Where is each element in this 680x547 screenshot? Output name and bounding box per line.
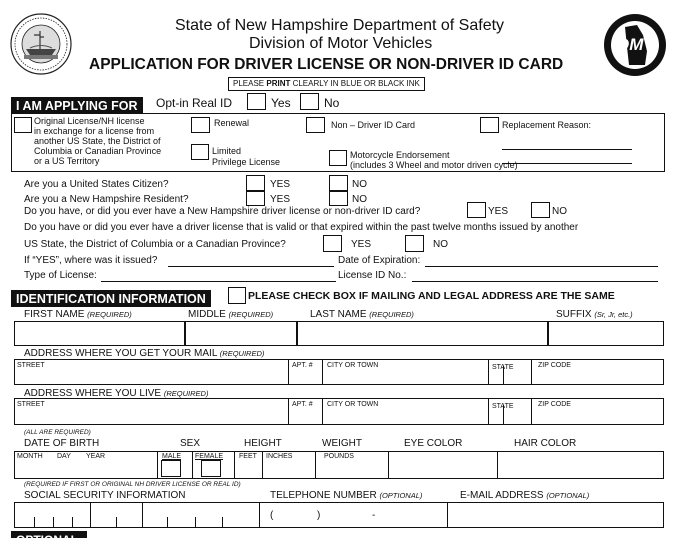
live-address-label: ADDRESS WHERE YOU LIVE (REQUIRED) [24, 388, 209, 399]
mail-address-label: ADDRESS WHERE YOU GET YOUR MAIL (REQUIRED) [24, 348, 265, 359]
mail-state-divider [488, 359, 489, 385]
motorcycle-line-2: (includes 3 Wheel and motor driven cycle) [350, 160, 518, 170]
next-section-heading: OPTIONAL [11, 531, 87, 538]
first-name-label: FIRST NAME (REQUIRED) [24, 309, 132, 320]
eye-divider [388, 451, 389, 479]
dmv-logo [603, 13, 667, 77]
have-nh-yes-checkbox[interactable] [467, 202, 486, 218]
sex-label: SEX [180, 438, 201, 449]
resident-no-label: NO [352, 194, 367, 205]
phone-paren-open: ( [270, 510, 274, 521]
height-feet-label: FEET [239, 453, 257, 460]
have-other-yes-checkbox[interactable] [323, 235, 342, 252]
original-license-line-3: another US State, the District of [34, 136, 161, 146]
non-driver-id-checkbox[interactable] [306, 117, 325, 133]
resident-no-checkbox[interactable] [329, 191, 348, 206]
mail-apt-divider [288, 359, 289, 385]
mailing-same-checkbox[interactable] [228, 287, 246, 304]
dob-month-label: MONTH [17, 453, 43, 460]
real-id-yes-label: Yes [271, 96, 291, 110]
ssn-label: SOCIAL SECURITY INFORMATION [24, 490, 186, 501]
form-title: APPLICATION FOR DRIVER LICENSE OR NON-DRIVER ID CARD [89, 56, 564, 73]
height-inches-label: INCHES [266, 453, 293, 460]
dob-divider [157, 451, 158, 479]
ssn-tick [195, 517, 196, 527]
state-seal [10, 13, 72, 75]
ssn-input[interactable] [15, 503, 255, 527]
replacement-reason-line-2[interactable] [502, 163, 632, 164]
mail-apt-label: APT. # [292, 362, 313, 369]
resident-yes-label: YES [270, 194, 291, 205]
mail-zip-label: ZIP CODE [538, 362, 571, 369]
expiration-line[interactable] [425, 266, 658, 267]
feet-inches-divider [262, 451, 263, 479]
email-input[interactable] [448, 503, 663, 527]
female-checkbox[interactable] [201, 460, 221, 477]
ssn-tick [34, 517, 35, 527]
license-type-label: Type of License: [24, 270, 97, 281]
last-name-input[interactable] [297, 321, 548, 346]
limited-privilege-line-2: Privilege License [212, 157, 281, 167]
header-line-2: Division of Motor Vehicles [249, 35, 433, 52]
ssn-tick [116, 517, 117, 527]
renewal-label: Renewal [214, 118, 250, 128]
mail-state-slash [503, 366, 504, 385]
live-zip-divider [531, 398, 532, 425]
middle-name-input[interactable] [185, 321, 297, 346]
ssn-group-divider [90, 502, 91, 527]
non-driver-id-label: Non – Driver ID Card [331, 120, 416, 130]
all-required-note: (ALL ARE REQUIRED) [24, 429, 91, 436]
live-apt-divider [288, 398, 289, 425]
live-street-input[interactable] [15, 411, 287, 424]
mail-street-input[interactable] [15, 372, 287, 384]
have-other-no-label: NO [433, 239, 448, 250]
citizen-yes-checkbox[interactable] [246, 175, 265, 191]
motorcycle-line-1: Motorcycle Endorsement [350, 150, 450, 160]
last-name-label: LAST NAME (REQUIRED) [310, 309, 414, 320]
license-id-line[interactable] [412, 281, 658, 282]
citizen-no-checkbox[interactable] [329, 175, 348, 191]
have-nh-license-question: Do you have, or did you ever have a New Hampshire driver license or non-driver ID card? [24, 206, 421, 217]
have-other-license-line-1: Do you have or did you ever have a driver license that is valid or that expired within the past twelve months issued by another [24, 222, 579, 233]
have-nh-yes-label: YES [488, 206, 509, 217]
issued-where-line[interactable] [168, 266, 334, 267]
mail-city-divider [322, 359, 323, 385]
weight-pounds-label: POUNDS [324, 453, 354, 460]
live-state-label: STATE [492, 403, 514, 410]
real-id-label: Opt-in Real ID [156, 96, 233, 110]
have-other-no-checkbox[interactable] [405, 235, 424, 252]
phone-dash: - [372, 510, 376, 521]
male-checkbox[interactable] [161, 460, 181, 477]
have-nh-no-checkbox[interactable] [531, 202, 550, 218]
live-zip-label: ZIP CODE [538, 401, 571, 408]
original-license-line-5: or a US Territory [34, 156, 100, 166]
male-label: MALE [162, 453, 182, 460]
have-nh-no-label: NO [552, 206, 567, 217]
mail-city-label: CITY OR TOWN [327, 362, 379, 369]
expiration-label: Date of Expiration: [338, 255, 421, 266]
height-divider [234, 451, 235, 479]
limited-privilege-line-1: Limited [212, 146, 242, 156]
mail-zip-divider [531, 359, 532, 385]
original-license-line-1: Original License/NH license [34, 116, 145, 126]
live-city-label: CITY OR TOWN [327, 401, 379, 408]
mail-street-label: STREET [17, 362, 45, 369]
replacement-reason-line-1[interactable] [502, 149, 632, 150]
original-license-checkbox[interactable] [14, 117, 32, 133]
live-state-divider [488, 398, 489, 425]
dob-input[interactable] [15, 462, 155, 478]
original-license-line-2: in exchange for a license from [34, 126, 155, 136]
citizen-question: Are you a United States Citizen? [24, 179, 169, 190]
suffix-label: SUFFIX (Sr, Jr, etc.) [556, 309, 633, 320]
phone-input[interactable] [260, 503, 446, 527]
middle-name-label: MIDDLE (REQUIRED) [188, 309, 274, 320]
mail-state-label: STATE [492, 364, 514, 371]
resident-yes-checkbox[interactable] [246, 191, 265, 206]
live-state-slash [503, 405, 504, 425]
live-city-divider [322, 398, 323, 425]
ssn-group-divider [142, 502, 143, 527]
original-license-line-4: Columbia or Canadian Province [34, 146, 162, 156]
limited-privilege-checkbox[interactable] [191, 144, 209, 160]
real-id-no-label: No [324, 96, 340, 110]
first-name-input[interactable] [14, 321, 185, 346]
phone-label: TELEPHONE NUMBER (OPTIONAL) [270, 490, 423, 501]
dob-year-label: YEAR [86, 453, 106, 460]
resident-question: Are you a New Hampshire Resident? [24, 194, 189, 205]
weight-label: WEIGHT [322, 438, 362, 449]
replacement-checkbox[interactable] [480, 117, 499, 133]
live-apt-label: APT. # [292, 401, 313, 408]
ssn-tick [167, 517, 168, 527]
ssn-tick [53, 517, 54, 527]
dob-label: DATE OF BIRTH [24, 438, 100, 449]
phone-paren-close: ) [317, 510, 321, 521]
license-id-label: License ID No.: [338, 270, 407, 281]
ssn-tick [222, 517, 223, 527]
header-line-1: State of New Hampshire Department of Safety [175, 17, 505, 34]
have-other-license-line-2: US State, the District of Columbia or a Canadian Province? [24, 239, 286, 250]
identification-heading: IDENTIFICATION INFORMATION [11, 290, 211, 307]
dob-day-label: DAY [57, 453, 71, 460]
ssn-required-note: (REQUIRED IF FIRST OR ORIGINAL NH DRIVER LICENSE OR REAL ID) [24, 481, 241, 488]
suffix-input[interactable] [548, 321, 664, 346]
citizen-yes-label: YES [270, 179, 291, 190]
live-street-label: STREET [17, 401, 45, 408]
mailing-same-label: PLEASE CHECK BOX IF MAILING AND LEGAL ADDRESS ARE THE SAME [248, 290, 615, 302]
issued-where-label: If “YES”, where was it issued? [24, 255, 158, 266]
email-label: E-MAIL ADDRESS (OPTIONAL) [460, 490, 590, 501]
replacement-label: Replacement Reason: [502, 120, 592, 130]
real-id-no-checkbox[interactable] [300, 93, 319, 110]
license-type-line[interactable] [101, 281, 336, 282]
citizen-no-label: NO [352, 179, 367, 190]
sex-divider [192, 451, 193, 479]
renewal-checkbox[interactable] [191, 117, 210, 133]
have-other-yes-label: YES [351, 239, 372, 250]
hair-color-label: HAIR COLOR [514, 438, 577, 449]
height-label: HEIGHT [244, 438, 282, 449]
ssn-tick [72, 517, 73, 527]
real-id-yes-checkbox[interactable] [247, 93, 266, 110]
eye-color-label: EYE COLOR [404, 438, 463, 449]
hair-divider [497, 451, 498, 479]
female-label: FEMALE [195, 453, 224, 460]
motorcycle-checkbox[interactable] [329, 150, 347, 166]
applying-heading: I AM APPLYING FOR [11, 97, 143, 114]
dmv-logo-text: DMV [617, 35, 655, 54]
weight-divider [315, 451, 316, 479]
print-note: PLEASE PRINT CLEARLY IN BLUE OR BLACK INK [228, 77, 425, 91]
